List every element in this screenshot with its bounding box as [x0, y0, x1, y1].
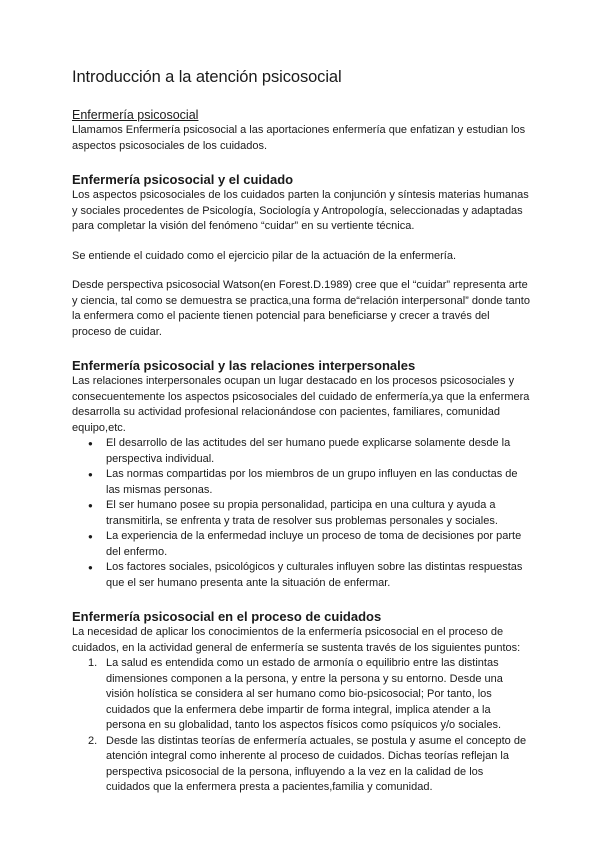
list-item [88, 656, 530, 734]
list-item-number: 1. [88, 657, 98, 669]
document-title: Introducción a la atención psicosocial [72, 68, 342, 86]
section-enfermeria-psicosocial-heading: Enfermería psicosocial [72, 108, 199, 122]
list-item: ● La experiencia de la enfermedad incluye un proceso de toma de decisiones por parte del enfermo. [88, 529, 530, 560]
section-relaciones-intro: Las relaciones interpersonales ocupan un lugar destacado en los procesos psicosociales y consecuentemente los aspectos psicosociales del cuidado de enfermería,ya que la enfermera desarrolla su actividad profesional relacionándose con pacientes, familiares, comunidad equipo,etc. [72, 375, 530, 434]
list-item-number: 2. [88, 734, 98, 747]
list-item: ● Los factores sociales, psicológicos y culturales influyen sobre las distintas respuestas que el ser humano presenta ante la situación de enfermar. [88, 560, 530, 591]
section-cuidado-paragraph: Los aspectos psicosociales de los cuidados parten la conjunción y síntesis materias humanas y sociales procedentes de Psicología, Sociología y Antropología, seleccionadas y adaptadas para completar la visión del fenómeno “cuidar” en su vertiente técnica. [72, 189, 529, 232]
list-item: ● El desarrollo de las actitudes del ser humano puede explicarse solamente desde la perspectiva individual. [88, 436, 530, 467]
section-relaciones-heading: Enfermería psicosocial y las relaciones interpersonales [72, 358, 416, 373]
section-cuidado-paragraph: Desde perspectiva psicosocial Watson(en Forest.D.1989) cree que el “cuidar” representa arte y ciencia, tal como se demuestra se practica,una forma de“relación interpersonal” donde tanto la enfermera como el paciente tienen potencial para beneficiarse y crecer a través del proceso de cuidar. [72, 279, 530, 338]
list-item: ● El ser humano posee su propia personalidad, participa en una cultura y ayuda a transmitirla, se enfrenta y trata de resolver sus problemas personales y sociales. [88, 498, 530, 529]
section-cuidado-heading: Enfermería psicosocial y el cuidado [72, 172, 294, 187]
list-item-text: Desde las distintas teorías de enfermería actuales, se postula y asume el concepto de atención integral como inherente al proceso de cuidados. Dichas teorías reflejan la perspectiva psicosocial de la persona, influyendo a la vez en la calidad de los cuidados que la enfermera presta a pacientes,familia y comunidad. [106, 734, 527, 793]
list-item-text: La salud es entendida como un estado de armonía o equilibrio entre las distintas dimensiones componen a la persona, y entre la persona y su entorno. Desde una visión holística se considera al ser humano como bio-psicosocial; Por tanto, los cuidados que la enfermera debe impartir de forma integral, implica atender a la persona en su globalidad, tanto los aspectos físicos como psíquicos y/o sociales. [106, 657, 503, 731]
list-item: ● Las normas compartidas por los miembros de un grupo influyen en las conductas de las mismas personas. [88, 467, 530, 498]
section-proceso-heading: Enfermería psicosocial en el proceso de cuidados [72, 609, 382, 624]
relaciones-bullet-list [72, 436, 530, 591]
list-item [88, 734, 530, 796]
section-proceso-intro: La necesidad de aplicar los conocimientos de la enfermería psicosocial en el proceso de cuidados, en la actividad general de enfermería se sustenta través de los siguientes puntos: [72, 626, 521, 654]
section-enfermeria-psicosocial-text: Llamamos Enfermería psicosocial a las aportaciones enfermería que enfatizan y estudian los aspectos psicosociales de los cuidados. [72, 124, 526, 152]
document-page [72, 68, 530, 796]
section-cuidado-paragraph: Se entiende el cuidado como el ejercicio pilar de la actuación de la enfermería. [72, 249, 457, 262]
proceso-numbered-list [72, 656, 530, 796]
